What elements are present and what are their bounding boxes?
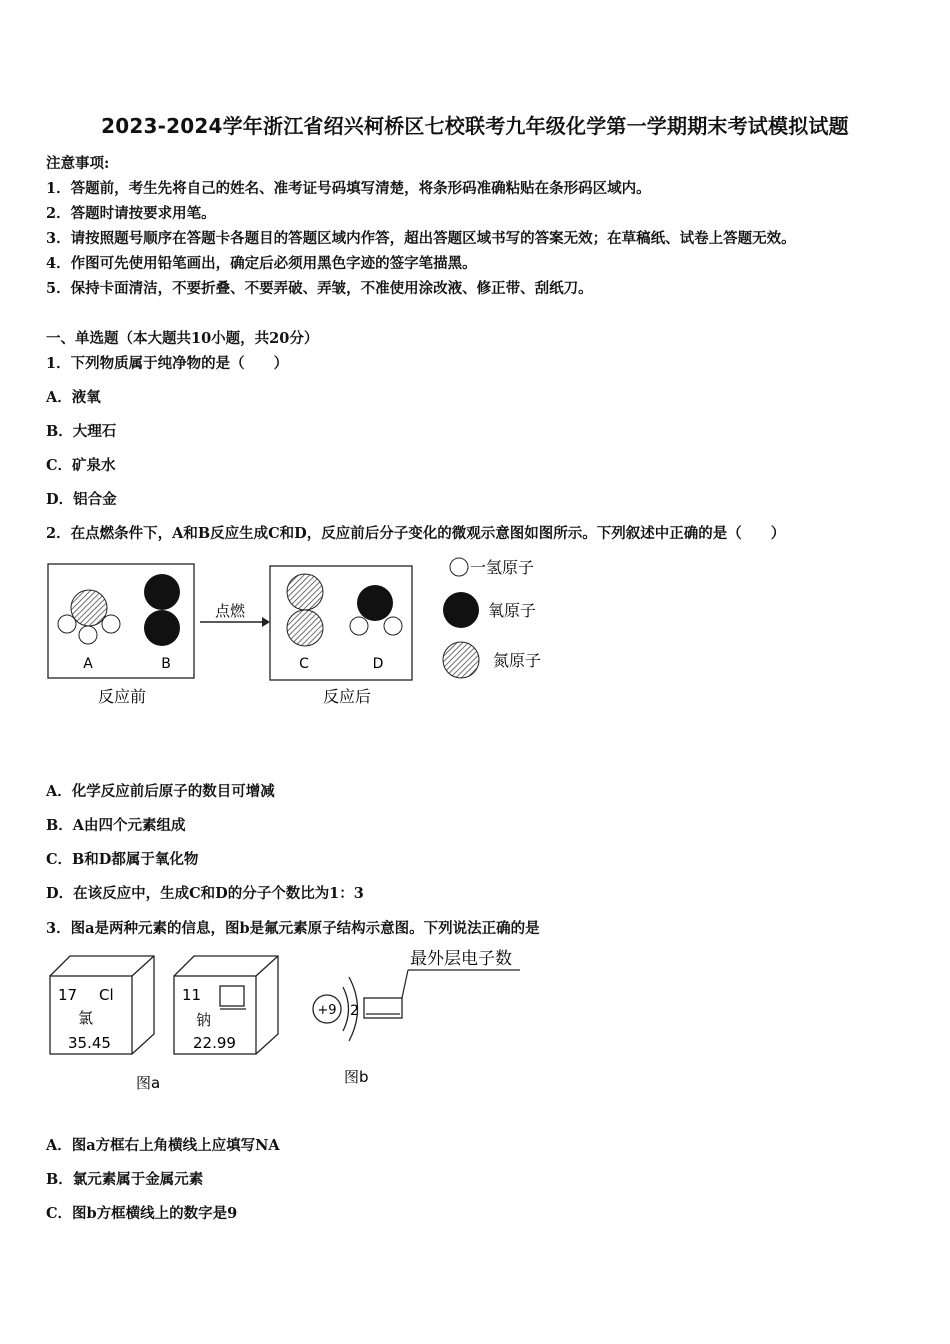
legend-hydrogen: 一氢原子	[470, 558, 535, 577]
q3-option-a: A．图a方框右上角横线上应填写NA	[46, 1137, 280, 1154]
note-item: 5．保持卡面清洁，不要折叠、不要弄破、弄皱，不准使用涂改液、修正带、刮纸刀。	[46, 280, 593, 297]
hydrogen-legend-icon	[450, 558, 468, 576]
question-3-stem: 3．图a是两种元素的信息，图b是氟元素原子结构示意图。下列说法正确的是	[46, 920, 540, 937]
na-name: 钠	[196, 1011, 212, 1029]
q2-option-b: B．A由四个元素组成	[46, 817, 186, 834]
outer-shell-label: 最外层电子数	[410, 949, 512, 969]
q1-option-d: D．铝合金	[46, 491, 117, 508]
molecule-a	[58, 590, 120, 644]
legend-oxygen: 氧原子	[488, 601, 537, 620]
note-item: 3．请按照题号顺序在答题卡各题目的答题区域内作答，超出答题区域书写的答案无效；在草稿纸、试卷上答题无效。	[46, 230, 796, 247]
q3-option-b: B．氯元素属于金属元素	[46, 1171, 204, 1188]
sodium-element-card	[174, 956, 278, 1054]
q1-option-c: C．矿泉水	[46, 457, 116, 474]
arrow-label: 点燃	[214, 602, 246, 620]
na-symbol-blank	[220, 986, 244, 1006]
caption-figure-b: 图b	[344, 1068, 369, 1086]
label-b: B	[161, 656, 171, 672]
caption-figure-a: 图a	[136, 1074, 161, 1092]
q1-option-b: B．大理石	[46, 423, 117, 440]
label-a: A	[83, 656, 93, 672]
q3-option-c: C．图b方框横线上的数字是9	[46, 1205, 238, 1222]
molecule-d	[350, 585, 402, 635]
oxygen-legend-icon	[443, 592, 479, 628]
question-2-stem: 2．在点燃条件下，A和B反应生成C和D，反应前后分子变化的微观示意图如图所示。下列叙述中正确的是（ ）	[46, 525, 786, 542]
cl-name: 氯	[78, 1009, 94, 1027]
element-diagram	[44, 942, 544, 1102]
q2-option-d: D．在该反应中，生成C和D的分子个数比为1：3	[46, 885, 364, 902]
nitrogen-legend-icon	[443, 642, 479, 678]
note-item: 4．作图可先使用铅笔画出，确定后必须用黑色字迹的签字笔描黑。	[46, 255, 477, 272]
cl-number: 17	[58, 986, 78, 1004]
na-number: 11	[182, 986, 202, 1004]
note-item: 1．答题前，考生先将自己的姓名、准考证号码填写清楚，将条形码准确粘贴在条形码区域内。	[46, 180, 651, 197]
na-mass: 22.99	[193, 1034, 236, 1052]
q2-option-c: C．B和D都属于氧化物	[46, 851, 199, 868]
label-d: D	[372, 656, 384, 672]
page-title: 2023-2024学年浙江省绍兴柯桥区七校联考九年级化学第一学期期末考试模拟试题	[101, 114, 849, 138]
molecule-b	[144, 574, 180, 646]
label-c: C	[299, 656, 309, 672]
outer-shell-box	[364, 998, 402, 1018]
section-heading: 一、单选题（本大题共10小题，共20分）	[46, 330, 319, 347]
legend-nitrogen: 氮原子	[493, 651, 542, 670]
chlorine-element-card	[50, 956, 154, 1054]
reaction-diagram	[40, 550, 580, 720]
nucleus-charge: +9	[317, 1003, 337, 1018]
cl-mass: 35.45	[68, 1034, 111, 1052]
q1-option-a: A．液氧	[46, 389, 101, 406]
inner-shell-electrons: 2	[350, 1003, 359, 1019]
caption-before: 反应前	[97, 687, 147, 706]
question-1-stem: 1．下列物质属于纯净物的是（ ）	[46, 355, 289, 372]
cl-symbol: Cl	[99, 986, 114, 1004]
fluorine-atom-structure	[313, 949, 520, 1041]
caption-after: 反应后	[322, 687, 372, 706]
notes-heading: 注意事项:	[46, 155, 110, 172]
q2-option-a: A．化学反应前后原子的数目可增减	[46, 783, 275, 800]
note-item: 2．答题时请按要求用笔。	[46, 205, 216, 222]
molecule-c	[287, 574, 323, 646]
